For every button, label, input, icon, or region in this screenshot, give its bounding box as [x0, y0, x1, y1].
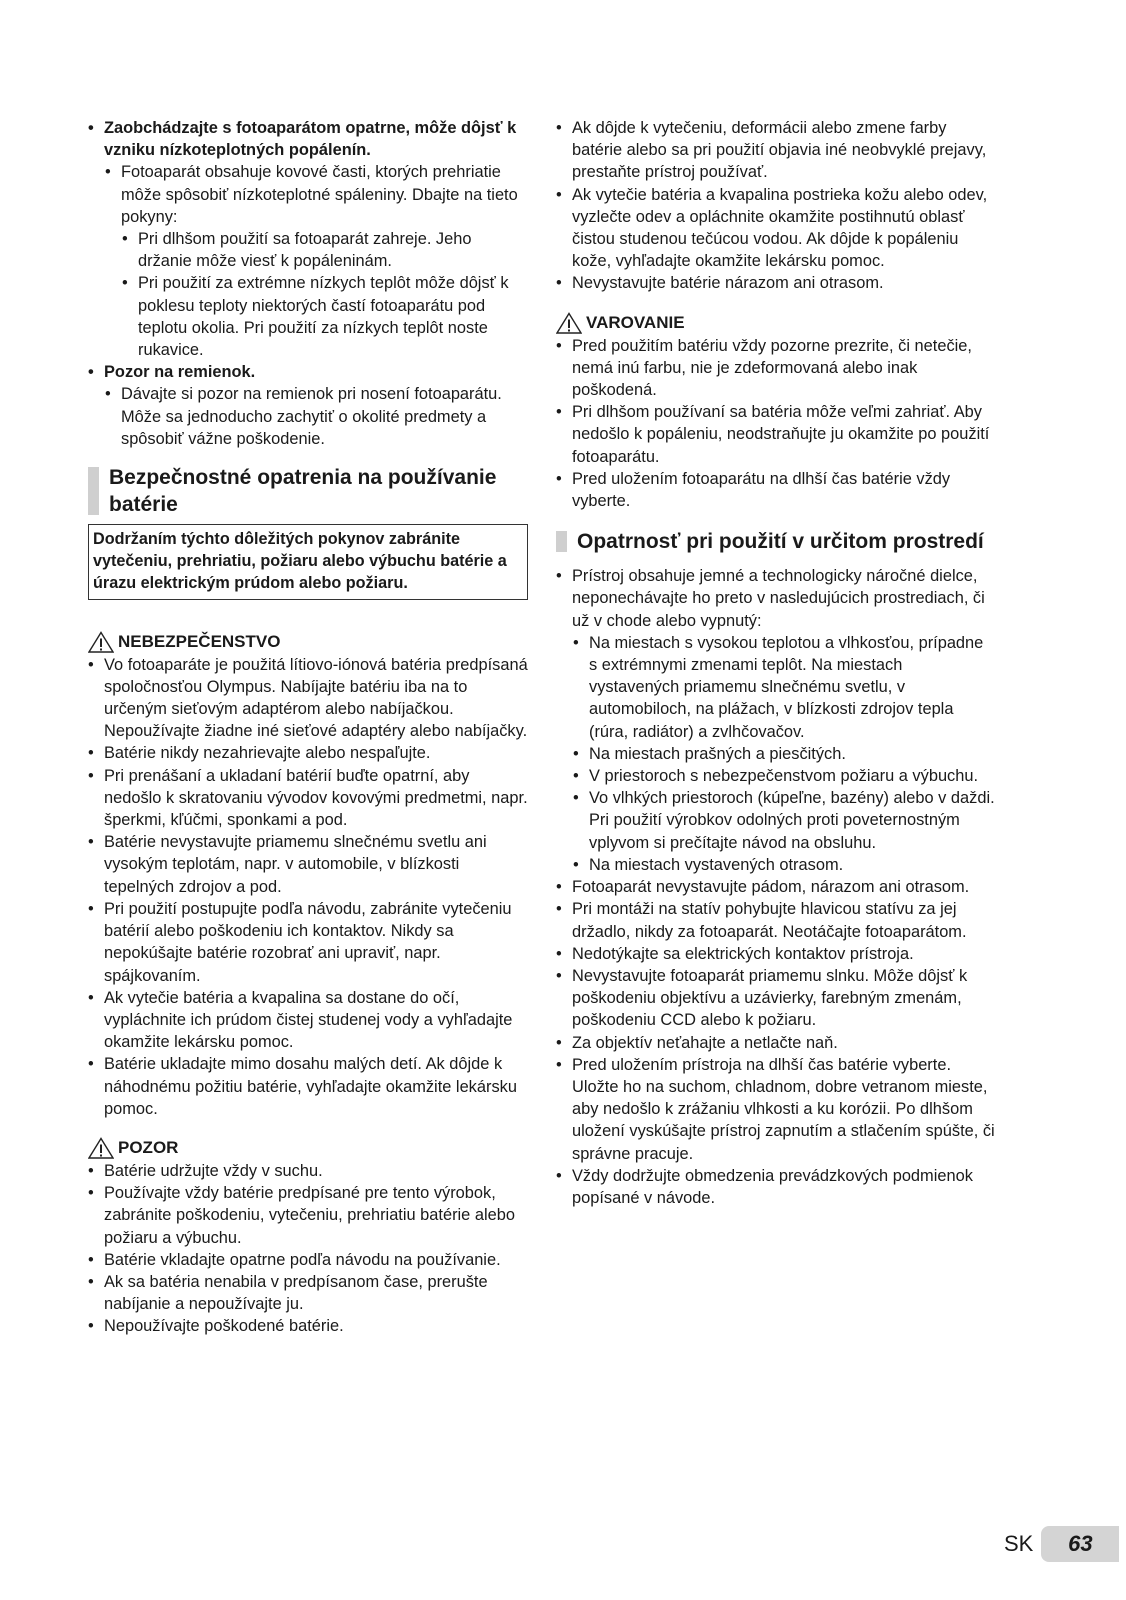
warning-triangle-icon — [556, 312, 582, 334]
list-item: • Fotoaparát nevystavujte pádom, nárazom ani otrasom. — [556, 876, 996, 898]
warning-label: VAROVANIE — [586, 312, 685, 332]
section-heading-environment — [556, 528, 996, 555]
warning-heading — [556, 311, 996, 335]
heat-warning-bullet: • Zaobchádzajte s fotoaparátom opatrne, môže dôjsť k vzniku nízkoteplotných popálenín. — [88, 117, 528, 161]
danger-heading — [88, 630, 528, 654]
warning-triangle-icon — [88, 1137, 114, 1159]
list-item: • Ak sa batéria nenabila v predpísanom čase, prerušte nabíjanie a nepoužívajte ju. — [88, 1271, 528, 1315]
left-column — [88, 117, 528, 1338]
list-item: • Prístroj obsahuje jemné a technologicky náročné dielce, neponechávajte ho preto v nasledujúcich prostrediach, či už v chode alebo vypnutý: — [556, 565, 996, 632]
list-item: • Vždy dodržujte obmedzenia prevádzkových podmienok popísané v návode. — [556, 1165, 996, 1209]
strap-warning-detail: • Dávajte si pozor na remienok pri nosení fotoaparátu. Môže sa jednoducho zachytiť o okolité predmety a spôsobiť vážne poškodenie. — [105, 383, 528, 450]
boxed-notice: Dodržaním týchto dôležitých pokynov zabránite vytečeniu, prehriatiu, požiaru alebo výbuchu batérie a úrazu elektrickým prúdom alebo požiaru. — [88, 524, 528, 600]
list-item: • Za objektív neťahajte a netlačte naň. — [556, 1032, 996, 1054]
list-item: • Batérie nikdy nezahrievajte alebo nespaľujte. — [88, 742, 528, 764]
list-item: • Ak vytečie batéria a kvapalina sa dostane do očí, vypláchnite ich prúdom čistej studenej vody a vyhľadajte okamžite lekársku pomoc. — [88, 987, 528, 1054]
caution-heading — [88, 1136, 528, 1160]
list-item: • Pred použitím batériu vždy pozorne prezrite, či netečie, nemá inú farbu, nie je zdeformovaná alebo inak poškodená. — [556, 335, 996, 402]
list-item: • Nepoužívajte poškodené batérie. — [88, 1315, 528, 1337]
heat-warning-detail: • Fotoaparát obsahuje kovové časti, ktorých prehriatie môže spôsobiť nízkoteplotné spáleniny. Dbajte na tieto pokyny: — [105, 161, 528, 228]
list-item: • Pri dlhšom použití sa fotoaparát zahreje. Jeho držanie môže viesť k popáleninám. — [122, 228, 528, 272]
list-item: • Nevystavujte fotoaparát priamemu slnku. Môže dôjsť k poškodeniu objektívu a uzávierky, farebným zmenám, poškodeniu CCD alebo k požiaru. — [556, 965, 996, 1032]
list-item: • V priestoroch s nebezpečenstvom požiaru a výbuchu. — [573, 765, 996, 787]
list-item: • Ak vytečie batéria a kvapalina postrieka kožu alebo odev, vyzlečte odev a opláchnite okamžite postihnutú oblasť čistou studenou tečúcou vodou. Ak dôjde k popáleniu kože, vyhľadajte okamžite lekársku pomoc. — [556, 184, 996, 273]
list-item: • Ak dôjde k vytečeniu, deformácii alebo zmene farby batérie alebo sa pri použití objavia iné neobvyklé prejavy, prestaňte prístroj používať. — [556, 117, 996, 184]
strap-warning-bullet: • Pozor na remienok. — [88, 361, 528, 383]
list-item: • Na miestach vystavených otrasom. — [573, 854, 996, 876]
danger-label: NEBEZPEČENSTVO — [118, 631, 281, 651]
list-item: • Pri montáži na statív pohybujte hlavicou statívu za jej držadlo, nikdy za fotoaparát. Neotáčajte fotoaparátom. — [556, 898, 996, 942]
section-title: Opatrnosť pri použití v určitom prostredí — [577, 530, 984, 554]
section-bar — [88, 467, 99, 515]
list-item: • Pri dlhšom používaní sa batéria môže veľmi zahriať. Aby nedošlo k popáleniu, neodstraňujte ju okamžite po použití fotoaparátu. — [556, 401, 996, 468]
list-item: • Pri prenášaní a ukladaní batérií buďte opatrní, aby nedošlo k skratovaniu vývodov kovovými predmetmi, napr. šperkmi, kľúčmi, sponkami a pod. — [88, 765, 528, 832]
section-bar — [556, 531, 567, 552]
list-item: • Nedotýkajte sa elektrických kontaktov prístroja. — [556, 943, 996, 965]
language-code: SK — [1004, 1531, 1034, 1556]
section-title: Bezpečnostné opatrenia na používanie batérie — [109, 466, 497, 517]
caution-label: POZOR — [118, 1137, 179, 1157]
list-item: • Batérie nevystavujte priamemu slnečnému svetlu ani vysokým teplotám, napr. v automobile, v blízkosti tepelných zdrojov a pod. — [88, 831, 528, 898]
section-heading-battery — [88, 464, 528, 518]
list-item: • Pri použití postupujte podľa návodu, zabránite vytečeniu batérií alebo poškodeniu ich kontaktov. Nikdy sa nepokúšajte batérie rozobrať ani upraviť, napr. spájkovaním. — [88, 898, 528, 987]
warning-triangle-icon — [88, 631, 114, 653]
list-item: • Nevystavujte batérie nárazom ani otrasom. — [556, 272, 996, 294]
list-item: • Vo fotoaparáte je použitá lítiovo-iónová batéria predpísaná spoločnosťou Olympus. Nabíjajte batériu iba na to určeným sieťovým adaptérom alebo nabíjačkou. Nepoužívajte žiadne iné sieťové adaptéry alebo nabíjačky. — [88, 654, 528, 743]
list-item: • Pred uložením fotoaparátu na dlhší čas batérie vždy vyberte. — [556, 468, 996, 512]
list-item: • Batérie ukladajte mimo dosahu malých detí. Ak dôjde k náhodnému požitiu batérie, vyhľadajte okamžite lekársku pomoc. — [88, 1053, 528, 1120]
list-item: • Používajte vždy batérie predpísané pre tento výrobok, zabránite poškodeniu, vytečeniu, prehriatiu batérie alebo požiaru a výbuchu. — [88, 1182, 528, 1249]
list-item: • Batérie vkladajte opatrne podľa návodu na používanie. — [88, 1249, 528, 1271]
list-item: • Na miestach s vysokou teplotou a vlhkosťou, prípadne s extrémnymi zmenami teplôt. Na miestach vystavených priamemu slnečnému svetlu, v automobiloch, na plážach, v blízkosti zdrojov tepla (rúra, radiátor) a zvlhčovačov. — [573, 632, 996, 743]
page-number: 63 — [1041, 1526, 1119, 1562]
page-footer — [1004, 1526, 1119, 1562]
list-item: • Vo vlhkých priestoroch (kúpeľne, bazény) alebo v daždi. Pri použití výrobkov odolných proti poveternostným vplyvom si prečítajte návod na obsluhu. — [573, 787, 996, 854]
right-column — [556, 117, 996, 1209]
list-item: • Pred uložením prístroja na dlhší čas batérie vyberte. Uložte ho na suchom, chladnom, dobre vetranom mieste, aby nedošlo k zrážaniu vlhkosti a ku korózii. Po dlhšom uložení vyskúšajte prístroj zapnutím a stlačením spúšte, či správne pracuje. — [556, 1054, 996, 1165]
list-item: • Na miestach prašných a piesčitých. — [573, 743, 996, 765]
list-item: • Batérie udržujte vždy v suchu. — [88, 1160, 528, 1182]
list-item: • Pri použití za extrémne nízkych teplôt môže dôjsť k poklesu teploty niektorých častí fotoaparátu pod teplotu okolia. Pri použití za nízkych teplôt noste rukavice. — [122, 272, 528, 361]
